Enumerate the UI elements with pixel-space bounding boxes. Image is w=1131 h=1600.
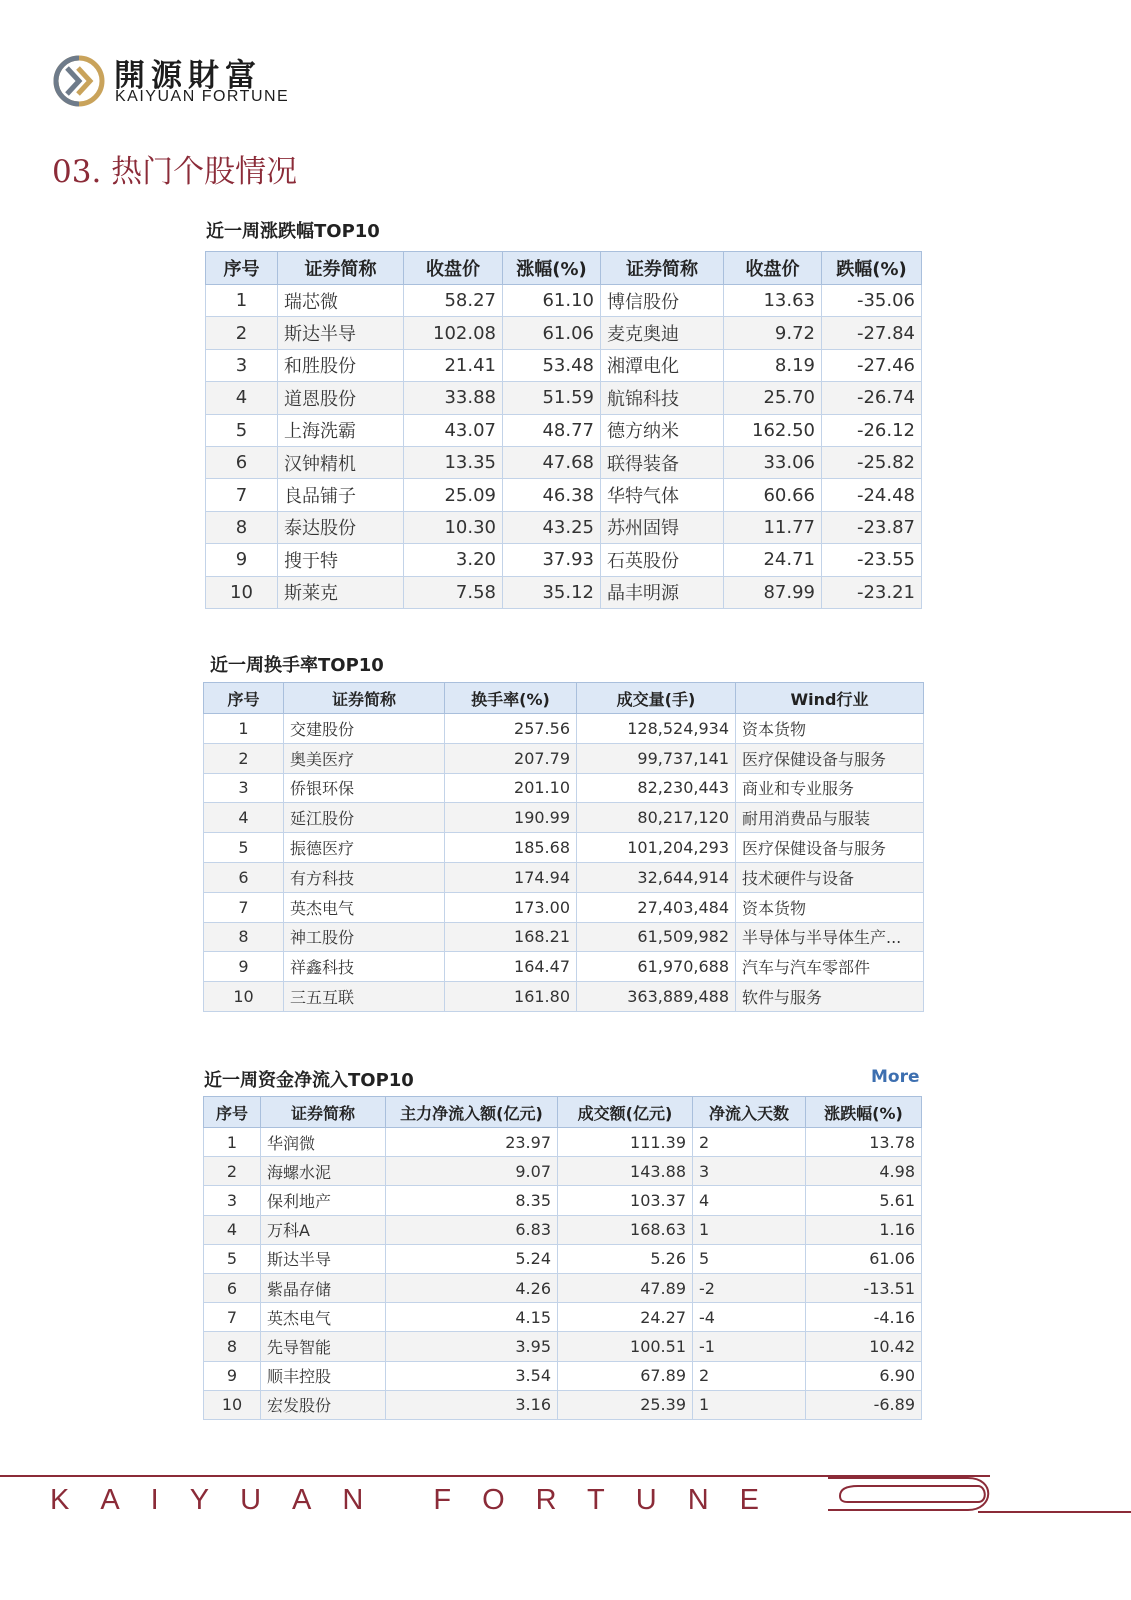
stock-name-link[interactable]: 英杰电气 <box>284 892 445 922</box>
table-cell: 软件与服务 <box>736 982 924 1012</box>
table-row <box>204 773 924 803</box>
more-link[interactable]: More <box>871 1067 920 1087</box>
table-cell: 33.88 <box>404 382 503 414</box>
table-cell: 25.09 <box>404 479 503 511</box>
stock-name-link[interactable]: 泰达股份 <box>278 511 404 543</box>
stock-name-link[interactable]: 保利地产 <box>261 1186 386 1215</box>
section-title: 03. 热门个股情况 <box>52 154 298 190</box>
stock-name-link[interactable]: 交建股份 <box>284 714 445 744</box>
table-cell: 1 <box>204 714 284 744</box>
table-cell: 8 <box>204 922 284 952</box>
stock-name-link[interactable]: 联得装备 <box>601 446 724 478</box>
table-cell: 51.59 <box>503 382 601 414</box>
stock-name-link[interactable]: 航锦科技 <box>601 382 724 414</box>
table-cell: 2 <box>206 317 278 349</box>
table-cell: 10 <box>204 1390 261 1419</box>
stock-name-link[interactable]: 顺丰控股 <box>261 1361 386 1390</box>
table-cell: 9 <box>204 952 284 982</box>
table-cell: 190.99 <box>445 803 577 833</box>
table-row <box>204 862 924 892</box>
table-cell: 1 <box>693 1390 806 1419</box>
table-cell: 9 <box>204 1361 261 1390</box>
stock-name-link[interactable]: 万科A <box>261 1215 386 1244</box>
gainers-losers-title: 近一周涨跌幅TOP10 <box>206 221 380 242</box>
table-cell: -35.06 <box>822 285 922 317</box>
table-cell: 257.56 <box>445 714 577 744</box>
stock-name-link[interactable]: 斯达半导 <box>261 1244 386 1273</box>
table-cell: 80,217,120 <box>577 803 736 833</box>
stock-name-link[interactable]: 延江股份 <box>284 803 445 833</box>
stock-name-link[interactable]: 上海洗霸 <box>278 414 404 446</box>
table-row <box>206 479 922 511</box>
table-cell: 10.42 <box>806 1332 922 1361</box>
table-row <box>206 446 922 478</box>
column-header: 换手率(%) <box>445 683 577 714</box>
table-cell: 6 <box>204 862 284 892</box>
table-cell: -25.82 <box>822 446 922 478</box>
stock-name-link[interactable]: 华特气体 <box>601 479 724 511</box>
table-cell: 1.16 <box>806 1215 922 1244</box>
table-cell: 5 <box>204 1244 261 1273</box>
table-cell: 33.06 <box>724 446 822 478</box>
table-cell: 3.54 <box>386 1361 558 1390</box>
table-cell: 4 <box>204 1215 261 1244</box>
table-cell: 1 <box>206 285 278 317</box>
table-row <box>206 414 922 446</box>
table-cell: 7 <box>204 1303 261 1332</box>
stock-name-link[interactable]: 博信股份 <box>601 285 724 317</box>
stock-name-link[interactable]: 斯莱克 <box>278 576 404 608</box>
table-cell: 3 <box>693 1157 806 1186</box>
table-row <box>204 1303 922 1332</box>
table-cell: 4 <box>204 803 284 833</box>
footer-decoration-icon <box>828 1474 1131 1518</box>
table-cell: 3.16 <box>386 1390 558 1419</box>
table-cell: 10 <box>206 576 278 608</box>
table-cell: -26.74 <box>822 382 922 414</box>
table-cell: 61,509,982 <box>577 922 736 952</box>
table-cell: 医疗保健设备与服务 <box>736 743 924 773</box>
stock-name-link[interactable]: 侨银环保 <box>284 773 445 803</box>
table-cell: 48.77 <box>503 414 601 446</box>
table-cell: 25.70 <box>724 382 822 414</box>
table-cell: -2 <box>693 1273 806 1302</box>
table-cell: 4.26 <box>386 1273 558 1302</box>
table-cell: 100.51 <box>558 1332 693 1361</box>
table-row <box>204 833 924 863</box>
table-row <box>204 803 924 833</box>
turnover-table <box>203 682 924 1012</box>
table-cell: 58.27 <box>404 285 503 317</box>
kaiyuan-logo-icon <box>52 54 106 108</box>
table-cell: 3.20 <box>404 544 503 576</box>
stock-name-link[interactable]: 三五互联 <box>284 982 445 1012</box>
table-cell: 5 <box>206 414 278 446</box>
table-cell: 67.89 <box>558 1361 693 1390</box>
logo-chinese-name: 開源財富 <box>114 58 262 94</box>
column-header: 序号 <box>204 1097 261 1128</box>
column-header: 主力净流入额(亿元) <box>386 1097 558 1128</box>
stock-name-link[interactable]: 紫晶存储 <box>261 1273 386 1302</box>
table-cell: 9.72 <box>724 317 822 349</box>
table-cell: 1 <box>693 1215 806 1244</box>
table-cell: 103.37 <box>558 1186 693 1215</box>
column-header: 成交量(手) <box>577 683 736 714</box>
table-row <box>204 714 924 744</box>
table-cell: 8 <box>204 1332 261 1361</box>
table-cell: 2 <box>693 1128 806 1157</box>
table-cell: 37.93 <box>503 544 601 576</box>
table-cell: 6 <box>206 446 278 478</box>
column-header: 证券简称 <box>261 1097 386 1128</box>
table-cell: 27,403,484 <box>577 892 736 922</box>
table-cell: -26.12 <box>822 414 922 446</box>
table-header-row <box>204 1097 922 1128</box>
table-cell: 9 <box>206 544 278 576</box>
table-row <box>204 1157 922 1186</box>
table-row <box>204 922 924 952</box>
table-cell: 11.77 <box>724 511 822 543</box>
table-cell: 2 <box>204 1157 261 1186</box>
table-cell: 46.38 <box>503 479 601 511</box>
table-cell: -23.87 <box>822 511 922 543</box>
table-header-row <box>206 252 922 285</box>
table-cell: 43.25 <box>503 511 601 543</box>
table-cell: 4.98 <box>806 1157 922 1186</box>
table-cell: 102.08 <box>404 317 503 349</box>
table-cell: 53.48 <box>503 349 601 381</box>
column-header: 涨跌幅(%) <box>806 1097 922 1128</box>
table-cell: 8.19 <box>724 349 822 381</box>
table-cell: 82,230,443 <box>577 773 736 803</box>
turnover-title: 近一周换手率TOP10 <box>210 655 384 676</box>
stock-name-link[interactable]: 奥美医疗 <box>284 743 445 773</box>
table-cell: 161.80 <box>445 982 577 1012</box>
stock-name-link[interactable]: 湘潭电化 <box>601 349 724 381</box>
table-cell: 201.10 <box>445 773 577 803</box>
table-cell: 61.10 <box>503 285 601 317</box>
table-row <box>206 317 922 349</box>
column-header: 涨幅(%) <box>503 252 601 285</box>
column-header: 证券简称 <box>278 252 404 285</box>
table-row <box>206 576 922 608</box>
table-cell: 6 <box>204 1273 261 1302</box>
table-cell: 21.41 <box>404 349 503 381</box>
table-cell: 耐用消费品与服装 <box>736 803 924 833</box>
table-cell: 60.66 <box>724 479 822 511</box>
table-cell: 99,737,141 <box>577 743 736 773</box>
table-row <box>204 982 924 1012</box>
stock-name-link[interactable]: 先导智能 <box>261 1332 386 1361</box>
table-cell: 医疗保健设备与服务 <box>736 833 924 863</box>
table-cell: 25.39 <box>558 1390 693 1419</box>
table-cell: 13.35 <box>404 446 503 478</box>
table-cell: -6.89 <box>806 1390 922 1419</box>
table-cell: 43.07 <box>404 414 503 446</box>
footer-brand-text: KAIYUAN FORTUNE <box>50 1484 791 1516</box>
table-cell: 7.58 <box>404 576 503 608</box>
table-cell: 2 <box>204 743 284 773</box>
table-row <box>204 1128 922 1157</box>
table-cell: 5.26 <box>558 1244 693 1273</box>
stock-name-link[interactable]: 道恩股份 <box>278 382 404 414</box>
table-cell: -23.21 <box>822 576 922 608</box>
table-row <box>206 285 922 317</box>
table-cell: 61.06 <box>806 1244 922 1273</box>
logo <box>52 50 312 110</box>
table-cell: 商业和专业服务 <box>736 773 924 803</box>
stock-name-link[interactable]: 和胜股份 <box>278 349 404 381</box>
table-cell: -1 <box>693 1332 806 1361</box>
table-cell: 173.00 <box>445 892 577 922</box>
stock-name-link[interactable]: 振德医疗 <box>284 833 445 863</box>
table-cell: 168.63 <box>558 1215 693 1244</box>
column-header: 序号 <box>204 683 284 714</box>
table-row <box>204 1244 922 1273</box>
logo-english-name: KAIYUAN FORTUNE <box>115 88 290 105</box>
table-cell: 10 <box>204 982 284 1012</box>
table-cell: -4.16 <box>806 1303 922 1332</box>
table-cell: 3 <box>206 349 278 381</box>
table-cell: 技术硬件与设备 <box>736 862 924 892</box>
table-row <box>204 1215 922 1244</box>
table-row <box>206 511 922 543</box>
table-cell: 13.63 <box>724 285 822 317</box>
table-cell: 61.06 <box>503 317 601 349</box>
net-inflow-title: 近一周资金净流入TOP10 <box>204 1070 414 1091</box>
table-cell: 4 <box>206 382 278 414</box>
table-cell: 5.61 <box>806 1186 922 1215</box>
table-row <box>204 892 924 922</box>
stock-name-link[interactable]: 搜于特 <box>278 544 404 576</box>
table-row <box>206 382 922 414</box>
table-cell: 162.50 <box>724 414 822 446</box>
table-cell: 8.35 <box>386 1186 558 1215</box>
table-cell: 13.78 <box>806 1128 922 1157</box>
table-cell: 207.79 <box>445 743 577 773</box>
table-cell: 资本货物 <box>736 714 924 744</box>
stock-name-link[interactable]: 祥鑫科技 <box>284 952 445 982</box>
column-header: 净流入天数 <box>693 1097 806 1128</box>
column-header: 收盘价 <box>724 252 822 285</box>
gainers-losers-table <box>205 251 922 609</box>
table-cell: 4.15 <box>386 1303 558 1332</box>
table-row <box>204 1390 922 1419</box>
stock-name-link[interactable]: 麦克奥迪 <box>601 317 724 349</box>
table-cell: 101,204,293 <box>577 833 736 863</box>
table-row <box>204 1186 922 1215</box>
column-header: 跌幅(%) <box>822 252 922 285</box>
net-inflow-table <box>203 1096 922 1420</box>
table-cell: 24.71 <box>724 544 822 576</box>
table-cell: -4 <box>693 1303 806 1332</box>
table-cell: 2 <box>693 1361 806 1390</box>
table-row <box>204 1273 922 1302</box>
table-header-row <box>204 683 924 714</box>
table-cell: 164.47 <box>445 952 577 982</box>
table-cell: 7 <box>204 892 284 922</box>
table-cell: 32,644,914 <box>577 862 736 892</box>
table-row <box>206 544 922 576</box>
stock-name-link[interactable]: 斯达半导 <box>278 317 404 349</box>
column-header: 序号 <box>206 252 278 285</box>
table-cell: 174.94 <box>445 862 577 892</box>
stock-name-link[interactable]: 晶丰明源 <box>601 576 724 608</box>
table-cell: 61,970,688 <box>577 952 736 982</box>
column-header: 成交额(亿元) <box>558 1097 693 1128</box>
table-cell: -23.55 <box>822 544 922 576</box>
table-cell: 185.68 <box>445 833 577 863</box>
stock-name-link[interactable]: 瑞芯微 <box>278 285 404 317</box>
stock-name-link[interactable]: 英杰电气 <box>261 1303 386 1332</box>
table-cell: -13.51 <box>806 1273 922 1302</box>
table-cell: 7 <box>206 479 278 511</box>
table-cell: 168.21 <box>445 922 577 952</box>
stock-name-link[interactable]: 神工股份 <box>284 922 445 952</box>
table-cell: 3 <box>204 773 284 803</box>
table-cell: 8 <box>206 511 278 543</box>
table-row <box>206 349 922 381</box>
table-cell: -27.84 <box>822 317 922 349</box>
table-cell: 4 <box>693 1186 806 1215</box>
table-row <box>204 952 924 982</box>
table-cell: 87.99 <box>724 576 822 608</box>
table-cell: 363,889,488 <box>577 982 736 1012</box>
table-cell: 3 <box>204 1186 261 1215</box>
stock-name-link[interactable]: 苏州固锝 <box>601 511 724 543</box>
table-cell: 143.88 <box>558 1157 693 1186</box>
table-row <box>204 1361 922 1390</box>
stock-name-link[interactable]: 华润微 <box>261 1128 386 1157</box>
table-cell: 24.27 <box>558 1303 693 1332</box>
table-cell: 6.83 <box>386 1215 558 1244</box>
column-header: 证券简称 <box>284 683 445 714</box>
stock-name-link[interactable]: 宏发股份 <box>261 1390 386 1419</box>
stock-name-link[interactable]: 海螺水泥 <box>261 1157 386 1186</box>
column-header: Wind行业 <box>736 683 924 714</box>
table-cell: 10.30 <box>404 511 503 543</box>
table-cell: 6.90 <box>806 1361 922 1390</box>
table-cell: 5.24 <box>386 1244 558 1273</box>
stock-name-link[interactable]: 有方科技 <box>284 862 445 892</box>
table-cell: 111.39 <box>558 1128 693 1157</box>
table-row <box>204 1332 922 1361</box>
table-cell: -27.46 <box>822 349 922 381</box>
stock-name-link[interactable]: 德方纳米 <box>601 414 724 446</box>
table-cell: 汽车与汽车零部件 <box>736 952 924 982</box>
table-row <box>204 743 924 773</box>
table-cell: 47.68 <box>503 446 601 478</box>
table-cell: 1 <box>204 1128 261 1157</box>
column-header: 收盘价 <box>404 252 503 285</box>
table-cell: 23.97 <box>386 1128 558 1157</box>
stock-name-link[interactable]: 汉钟精机 <box>278 446 404 478</box>
table-cell: 半导体与半导体生产... <box>736 922 924 952</box>
table-cell: -24.48 <box>822 479 922 511</box>
table-cell: 35.12 <box>503 576 601 608</box>
stock-name-link[interactable]: 石英股份 <box>601 544 724 576</box>
column-header: 证券简称 <box>601 252 724 285</box>
table-cell: 资本货物 <box>736 892 924 922</box>
table-cell: 3.95 <box>386 1332 558 1361</box>
table-cell: 128,524,934 <box>577 714 736 744</box>
table-cell: 9.07 <box>386 1157 558 1186</box>
table-cell: 5 <box>693 1244 806 1273</box>
table-cell: 5 <box>204 833 284 863</box>
stock-name-link[interactable]: 良品铺子 <box>278 479 404 511</box>
table-cell: 47.89 <box>558 1273 693 1302</box>
